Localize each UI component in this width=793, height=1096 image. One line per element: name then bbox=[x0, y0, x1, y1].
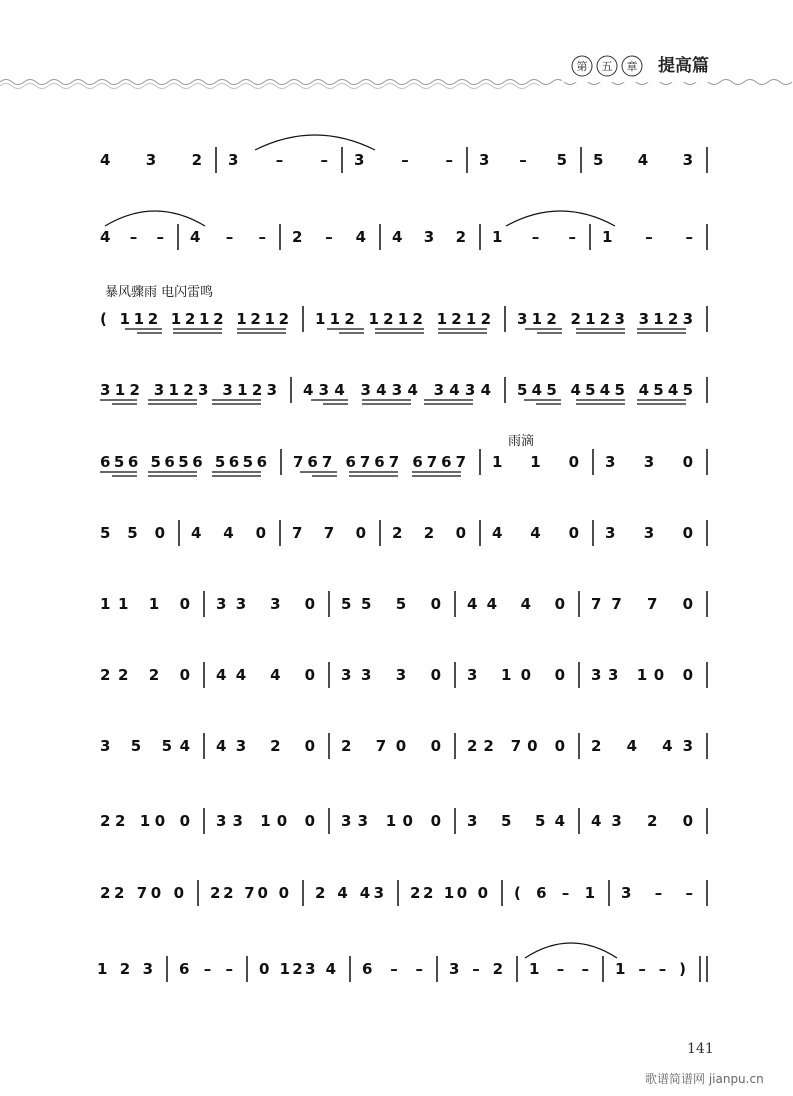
measure: 1 – – bbox=[492, 228, 576, 246]
measure: 22 2 0 bbox=[100, 666, 190, 684]
slur bbox=[255, 135, 375, 150]
measure: 3 3 0 bbox=[605, 453, 693, 471]
measure: 4 – – bbox=[100, 228, 164, 246]
measure: 1 – – bbox=[529, 960, 589, 978]
measure: 3 5 54 bbox=[100, 737, 190, 755]
measure: 43 2 0 bbox=[216, 737, 315, 755]
measure: 33 10 0 bbox=[216, 812, 315, 830]
watermark: 歌谱简谱网 jianpu.cn bbox=[645, 1072, 764, 1086]
slur bbox=[506, 211, 615, 226]
measure: 5 5 0 bbox=[100, 524, 165, 542]
measure: 22 70 0 bbox=[210, 884, 289, 902]
score-row bbox=[100, 449, 707, 476]
chapter-title: 提高篇 bbox=[658, 56, 709, 76]
measure: 22 10 0 bbox=[100, 812, 190, 830]
annotation-storm: 暴风骤雨 电闪雷鸣 bbox=[105, 285, 214, 300]
measure: 3 – – bbox=[228, 151, 328, 169]
score-row bbox=[100, 147, 707, 173]
measure: 4 – – bbox=[190, 228, 266, 246]
annotation-raindrop: 雨滴 bbox=[508, 434, 535, 449]
measure: 3 – 2 bbox=[449, 960, 503, 978]
chapter-char: 章 bbox=[626, 60, 638, 73]
measure: 434 3434 3434 bbox=[303, 381, 491, 399]
measure: 22 70 0 bbox=[467, 737, 565, 755]
measure: 77 7 0 bbox=[591, 595, 693, 613]
measure: 55 5 0 bbox=[341, 595, 441, 613]
score-row bbox=[100, 224, 707, 250]
measure: 6 – – bbox=[362, 960, 423, 978]
slur bbox=[525, 943, 617, 958]
score-row bbox=[100, 662, 707, 688]
measure: 1 – – ) bbox=[615, 960, 686, 978]
measure: 2 2 0 bbox=[392, 524, 466, 542]
measure: ( 112 1212 1212 bbox=[100, 310, 289, 328]
measure: 6 – – bbox=[179, 960, 233, 978]
measure: 767 6767 6767 bbox=[293, 453, 466, 471]
measure: 33 3 0 bbox=[216, 595, 315, 613]
measure: 4 4 0 bbox=[492, 524, 579, 542]
measure: 112 1212 1212 bbox=[315, 310, 491, 328]
measure: 4 3 2 bbox=[392, 228, 466, 246]
measure: 5 4 3 bbox=[593, 151, 693, 169]
measure: 33 10 0 bbox=[591, 666, 693, 684]
measure: 2 70 0 bbox=[341, 737, 441, 755]
score-row bbox=[100, 591, 707, 617]
score-row bbox=[100, 520, 707, 546]
measure: 2 – 4 bbox=[292, 228, 366, 246]
chapter-char: 五 bbox=[601, 60, 613, 73]
measure: 312 2123 3123 bbox=[517, 310, 693, 328]
measure: 3 5 54 bbox=[467, 812, 565, 830]
chapter-header bbox=[0, 50, 792, 89]
measure: 33 10 0 bbox=[341, 812, 441, 830]
measure: 1 1 0 bbox=[492, 453, 579, 471]
score-row bbox=[100, 306, 707, 333]
measure: 0 123 4 bbox=[259, 960, 336, 978]
measure: 3 – – bbox=[354, 151, 453, 169]
measure: 2 4 43 bbox=[315, 884, 384, 902]
wavy-divider-2 bbox=[0, 84, 540, 89]
measure: 1 2 3 bbox=[97, 960, 153, 978]
measure: 33 3 0 bbox=[341, 666, 441, 684]
score-row bbox=[97, 956, 707, 982]
measure: 3 – – bbox=[621, 884, 693, 902]
measure: 4 3 2 bbox=[100, 151, 202, 169]
measure: 3 3 0 bbox=[605, 524, 693, 542]
score-row bbox=[100, 377, 707, 404]
measure: 1 – – bbox=[602, 228, 693, 246]
slur bbox=[105, 211, 205, 226]
measure: 656 5656 5656 bbox=[100, 453, 267, 471]
chapter-char: 第 bbox=[576, 60, 588, 73]
score-row bbox=[100, 880, 707, 906]
measure: 7 7 0 bbox=[292, 524, 366, 542]
measure: 3 – 5 bbox=[479, 151, 567, 169]
measure: 44 4 0 bbox=[216, 666, 315, 684]
score-row bbox=[100, 808, 707, 834]
page-number: 141 bbox=[687, 1041, 714, 1057]
measure: 2 4 43 bbox=[591, 737, 693, 755]
measure: 4 4 0 bbox=[191, 524, 266, 542]
measure: 44 4 0 bbox=[467, 595, 565, 613]
measure: 22 70 0 bbox=[100, 884, 184, 902]
measure: 43 2 0 bbox=[591, 812, 693, 830]
measure: 312 3123 3123 bbox=[100, 381, 277, 399]
measure: 3 10 0 bbox=[467, 666, 565, 684]
measure: 11 1 0 bbox=[100, 595, 190, 613]
score-row bbox=[100, 733, 707, 759]
measure: ( 6 – 1 bbox=[514, 884, 595, 902]
measure: 22 10 0 bbox=[410, 884, 488, 902]
measure: 545 4545 4545 bbox=[517, 381, 693, 399]
